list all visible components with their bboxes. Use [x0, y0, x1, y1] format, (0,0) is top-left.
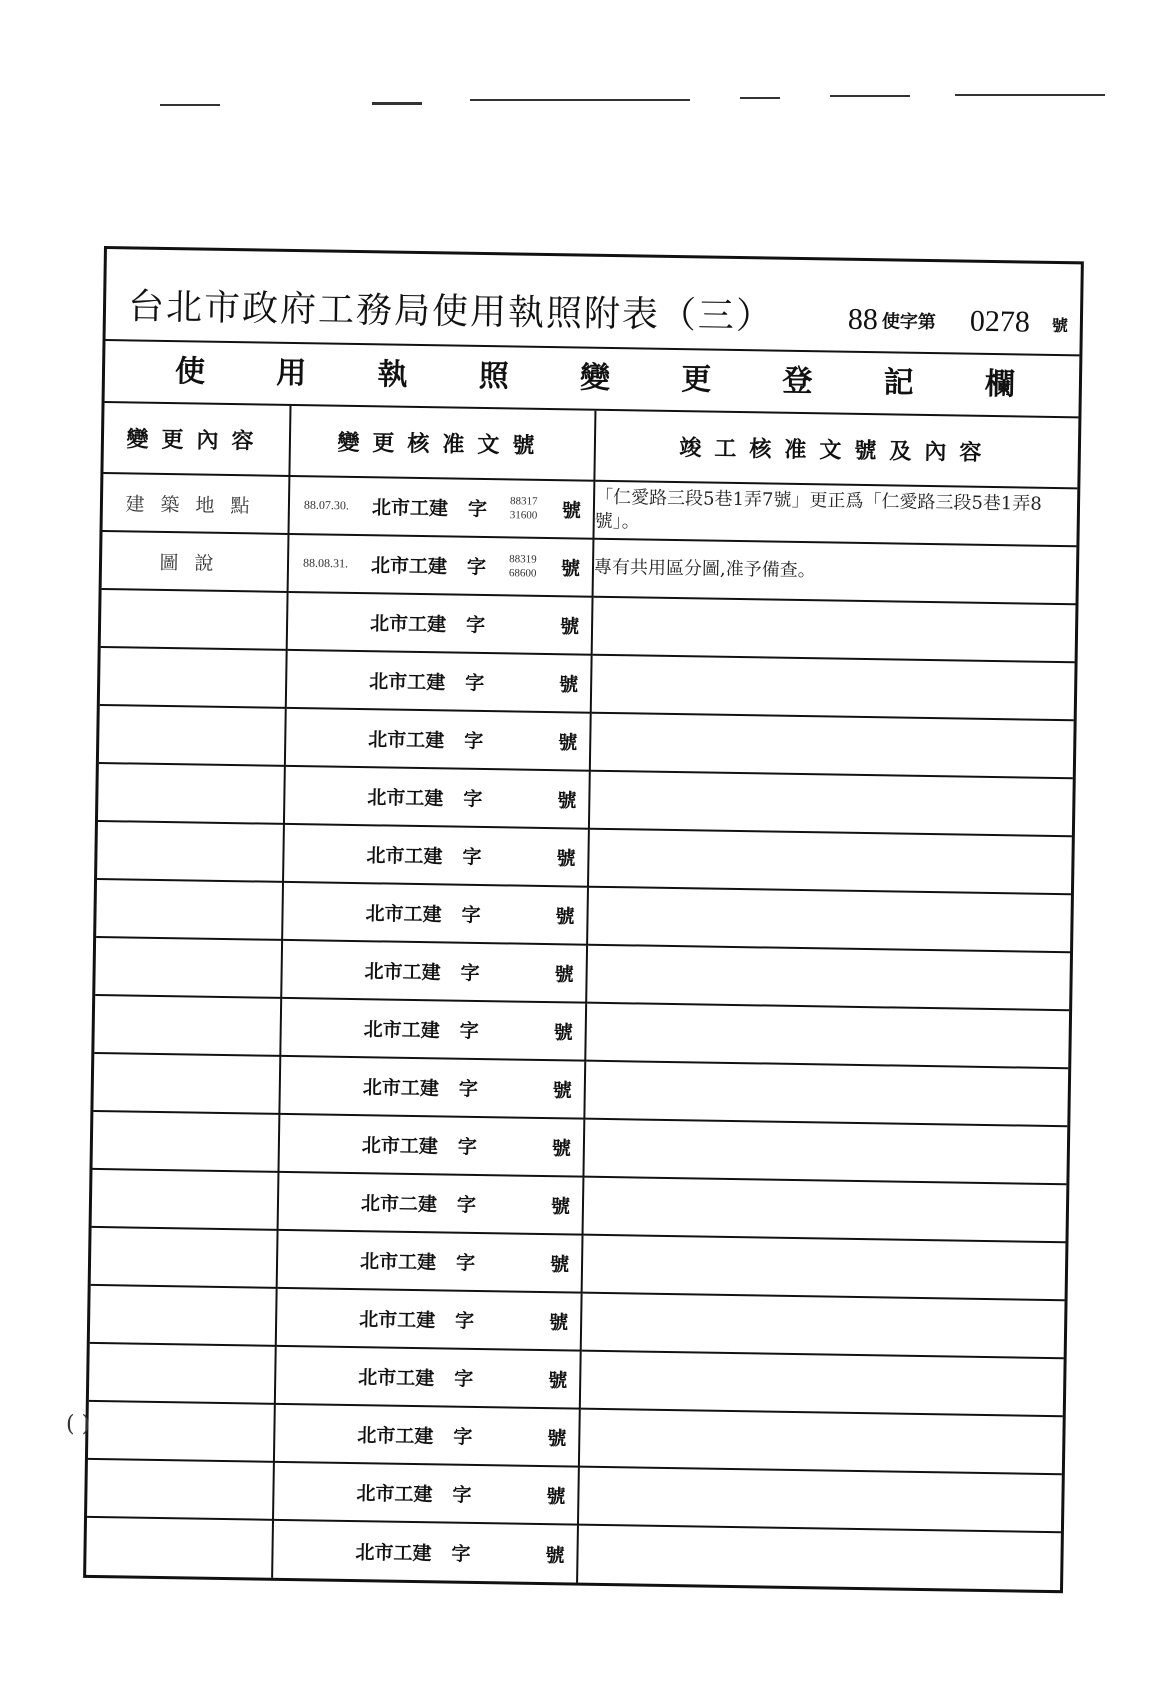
approval-hao: 號: [561, 499, 582, 523]
approval-char: 字: [457, 1136, 478, 1159]
approval-office: 北市工建: [369, 612, 447, 636]
change-item-cell: [91, 1227, 278, 1288]
banner-char: 登: [782, 363, 813, 400]
approval-ref-cell: [281, 940, 587, 1003]
approval-ref-cell: [276, 1288, 582, 1351]
change-item-cell: [90, 1285, 277, 1346]
approval-date: 88.07.30.: [303, 497, 350, 513]
scan-artifact-line: [740, 97, 780, 99]
approval-char: 字: [465, 672, 485, 695]
approval-hao: 號: [557, 789, 577, 812]
approval-office: 北市工建: [365, 902, 442, 926]
approval-ref-cell: [283, 824, 589, 887]
approval-hao: 號: [548, 1369, 568, 1392]
approval-number: [510, 494, 538, 523]
header-change-item: 變更內容: [103, 403, 290, 476]
banner-char: 用: [275, 355, 307, 392]
approval-office: 北市工建: [371, 496, 449, 520]
approval-char: 字: [467, 498, 488, 521]
approval-char: 字: [459, 1020, 479, 1043]
change-item-cell: [94, 995, 281, 1056]
completion-content-cell: [586, 945, 1070, 1011]
approval-number-top: 88319: [509, 553, 537, 566]
approval-char: 字: [463, 788, 483, 811]
approval-char: 字: [454, 1368, 474, 1391]
approval-char: 字: [455, 1252, 476, 1275]
change-item-cell: [100, 647, 287, 708]
completion-content-cell: [589, 771, 1073, 837]
approval-hao: 號: [559, 615, 580, 639]
completion-content-cell: [583, 1177, 1067, 1243]
change-register-table: [86, 403, 1078, 1590]
change-item-cell: [89, 1343, 276, 1404]
change-item-cell: [98, 763, 285, 824]
approval-ref-cell: [287, 592, 593, 655]
approval-office: 北市工建: [368, 728, 445, 752]
approval-hao: 號: [549, 1253, 570, 1276]
approval-office: 北市工建: [358, 1308, 436, 1332]
completion-content-cell: [587, 887, 1071, 953]
approval-hao: 號: [547, 1427, 567, 1450]
approval-number-bottom: 31600: [509, 509, 538, 522]
header-completion: 竣工核准文號及內容: [594, 411, 1078, 489]
approval-office: 北市工建: [367, 786, 444, 810]
completion-content-cell: [580, 1351, 1064, 1417]
approval-office: 北市工建: [363, 1018, 440, 1042]
permit-number-block: [848, 303, 1069, 340]
change-item-cell: [93, 1053, 280, 1114]
banner-char: 使: [174, 354, 206, 390]
approval-hao: 號: [560, 557, 581, 581]
permit-prefix: 使字第: [881, 311, 937, 334]
approval-ref-cell: [285, 708, 591, 771]
scan-artifact-line: [470, 99, 690, 101]
scan-artifact-line: [830, 95, 910, 97]
approval-ref-cell: [272, 1520, 578, 1583]
banner-char: 變: [579, 360, 611, 396]
permit-number: 0278: [969, 304, 1031, 339]
completion-content-cell: [584, 1061, 1068, 1127]
approval-number-top: 88317: [509, 495, 538, 508]
approval-ref-cell: [289, 476, 595, 539]
approval-office: 北市工建: [361, 1134, 439, 1158]
approval-hao: 號: [546, 1485, 566, 1508]
banner-char: 執: [377, 357, 408, 393]
approval-char: 字: [452, 1484, 472, 1507]
approval-ref-cell: [284, 766, 590, 829]
change-item-cell: 建築地點: [103, 473, 290, 534]
table-body: [86, 473, 1077, 1590]
completion-content-cell: 專有共用區分圖,准予備查。: [593, 539, 1077, 605]
approval-char: 字: [456, 1194, 477, 1217]
change-item-cell: [95, 937, 282, 998]
approval-char: 字: [462, 846, 482, 869]
approval-ref-cell: [279, 1056, 585, 1119]
approval-ref-cell: [273, 1462, 579, 1525]
completion-content-cell: [577, 1525, 1061, 1591]
completion-content-cell: [591, 655, 1075, 721]
approval-char: 字: [453, 1426, 473, 1449]
usage-permit-form: [83, 246, 1084, 1593]
completion-content-cell: [588, 829, 1072, 895]
change-item-cell: [99, 705, 286, 766]
completion-content-cell: [579, 1409, 1063, 1475]
approval-hao: 號: [554, 963, 574, 986]
approval-office: 北市二建: [360, 1192, 438, 1216]
approval-hao: 號: [558, 731, 578, 754]
change-item-cell: [97, 821, 284, 882]
scan-artifact-line: [160, 104, 220, 106]
banner-char: 欄: [984, 366, 1016, 403]
approval-hao: 號: [555, 905, 575, 928]
approval-hao: 號: [553, 1021, 573, 1044]
scan-artifact-line: [372, 102, 422, 105]
approval-ref-cell: [277, 1230, 583, 1293]
approval-office: 北市工建: [356, 1482, 433, 1506]
approval-hao: 號: [548, 1311, 569, 1334]
approval-office: 北市工建: [370, 554, 448, 578]
approval-hao: 號: [550, 1195, 571, 1218]
banner-char: 更: [680, 362, 712, 398]
approval-ref-cell: [274, 1404, 580, 1467]
approval-hao: 號: [545, 1544, 565, 1567]
approval-ref-cell: [278, 1114, 584, 1177]
approval-office: 北市工建: [369, 670, 446, 694]
approval-ref-cell: [280, 998, 586, 1061]
approval-hao: 號: [556, 847, 576, 870]
margin-punch-mark: ( ): [66, 1412, 91, 1437]
permit-suffix: 號: [1051, 315, 1069, 336]
approval-char: 字: [466, 556, 487, 579]
approval-ref-cell: [275, 1346, 581, 1409]
change-item-cell: [86, 1517, 273, 1578]
approval-char: 字: [451, 1542, 471, 1565]
form-title: 台北市政府工務局使用執照附表（三）: [127, 286, 775, 338]
approval-char: 字: [461, 904, 481, 927]
scan-artifact-line: [955, 94, 1105, 96]
approval-char: 字: [460, 962, 480, 985]
completion-content-cell: [590, 713, 1074, 779]
approval-char: 字: [458, 1078, 478, 1101]
change-item-cell: [101, 589, 288, 650]
approval-char: 字: [454, 1310, 475, 1333]
completion-content-cell: [592, 597, 1076, 663]
approval-char: 字: [465, 614, 486, 637]
approval-char: 字: [464, 730, 484, 753]
completion-content-cell: [581, 1293, 1065, 1359]
change-item-cell: 圖說: [102, 531, 289, 592]
banner-char: 記: [883, 365, 914, 401]
change-item-cell: [87, 1459, 274, 1520]
permit-year: 88: [847, 302, 879, 337]
completion-content-cell: [585, 1003, 1069, 1069]
approval-number: [509, 552, 537, 581]
approval-office: 北市工建: [357, 1424, 434, 1448]
approval-office: 北市工建: [364, 960, 441, 984]
approval-ref-cell: [286, 650, 592, 713]
approval-office: 北市工建: [362, 1076, 439, 1100]
approval-hao: 號: [558, 673, 579, 697]
completion-content-cell: 「仁愛路三段5巷1弄7號」更正爲「仁愛路三段5巷1弄8號」。: [593, 481, 1077, 547]
approval-ref-cell: [278, 1172, 584, 1235]
approval-hao: 號: [551, 1137, 572, 1160]
approval-ref-cell: [282, 882, 588, 945]
approval-date: 88.08.31.: [302, 555, 349, 571]
approval-office: 北市工建: [366, 844, 443, 868]
completion-content-cell: [582, 1235, 1066, 1301]
change-item-cell: [92, 1169, 279, 1230]
form-title-row: [106, 249, 1081, 356]
header-approval-ref: 變更核准文號: [289, 406, 595, 481]
change-item-cell: [88, 1401, 275, 1462]
change-item-cell: [96, 879, 283, 940]
banner-char: 照: [478, 358, 510, 395]
approval-office: 北市工建: [355, 1541, 432, 1565]
approval-ref-cell: [288, 534, 594, 597]
approval-hao: 號: [552, 1079, 572, 1102]
change-item-cell: [93, 1111, 280, 1172]
approval-office: 北市工建: [359, 1250, 437, 1274]
completion-content-cell: [578, 1467, 1062, 1533]
completion-content-cell: [583, 1119, 1067, 1185]
approval-number-bottom: 68600: [508, 567, 537, 580]
approval-office: 北市工建: [358, 1366, 435, 1390]
